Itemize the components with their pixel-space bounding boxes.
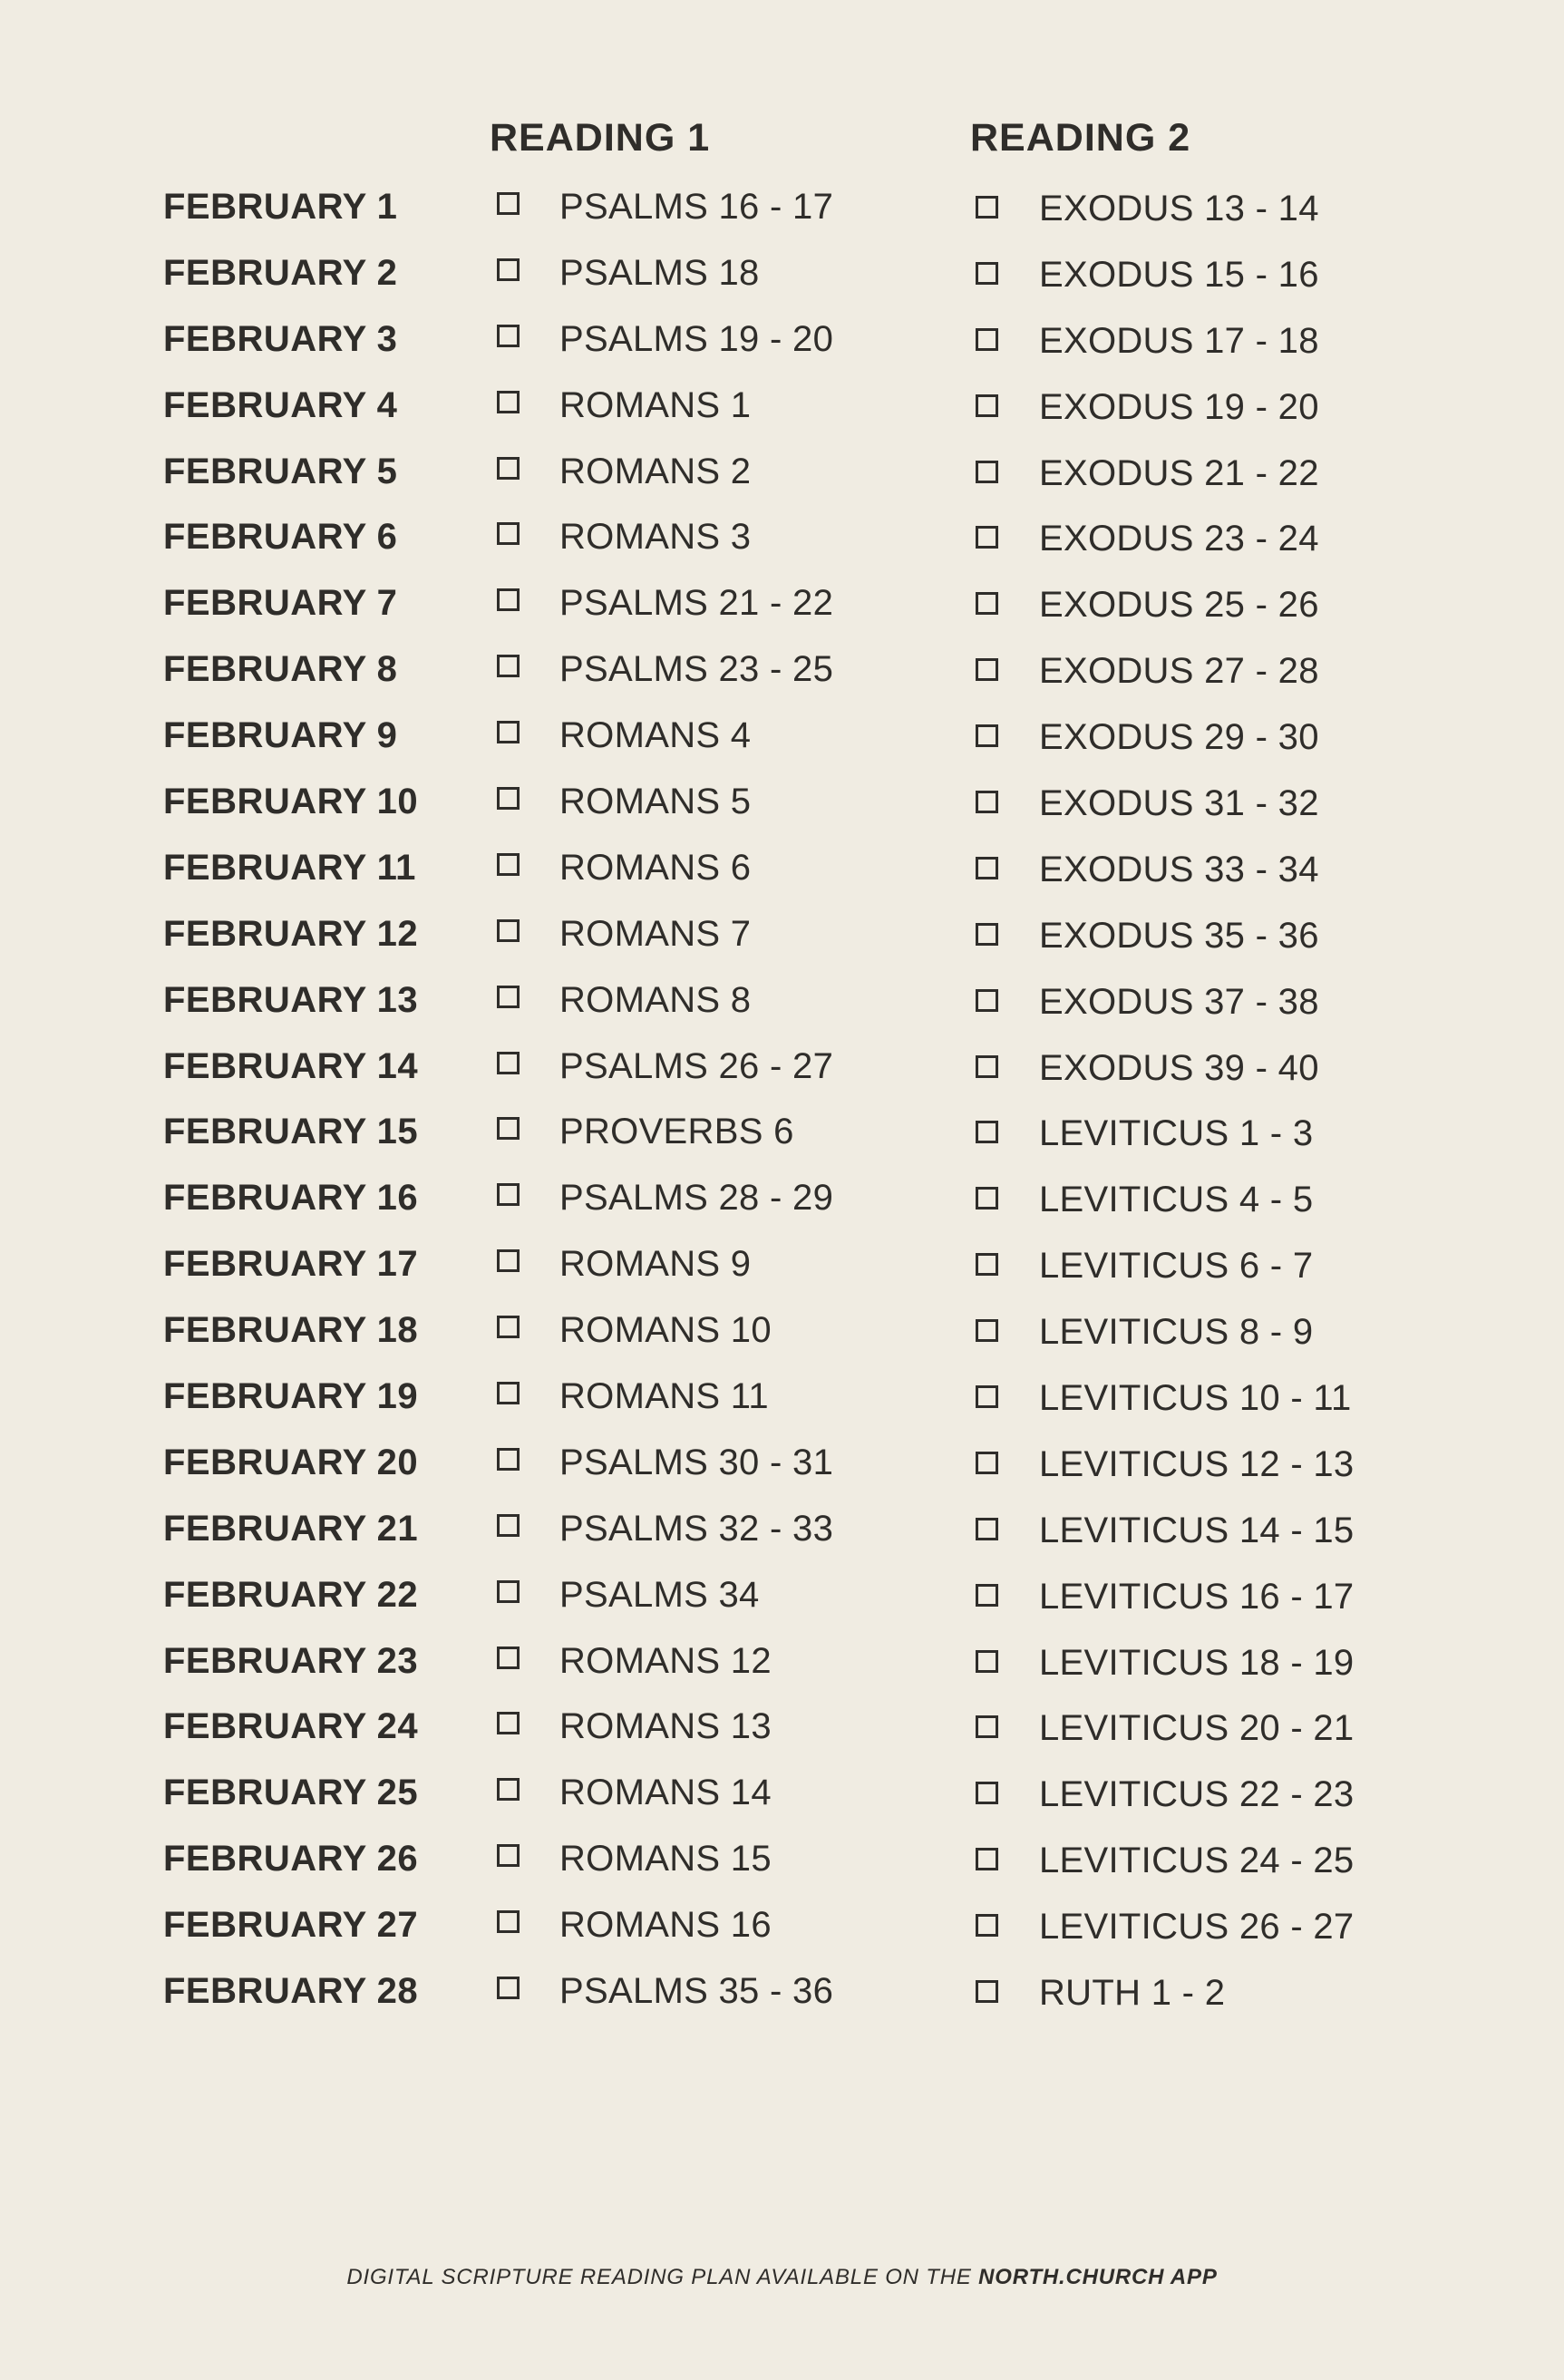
reading-1-passage: PSALMS 19 - 20: [559, 318, 834, 359]
reading-1-passage: ROMANS 12: [559, 1640, 772, 1681]
column-headers: [163, 109, 1433, 172]
reading-1-passage: PSALMS 28 - 29: [559, 1178, 834, 1219]
table-row: [163, 1571, 1433, 1637]
reading-2-checkbox[interactable]: [976, 1980, 998, 2003]
row-date: FEBRUARY 28: [163, 1971, 419, 2012]
reading-2-checkbox[interactable]: [976, 923, 998, 946]
row-date: FEBRUARY 8: [163, 649, 398, 690]
reading-2-passage: LEVITICUS 1 - 3: [1039, 1113, 1314, 1154]
table-row: [163, 1439, 1433, 1505]
reading-1-checkbox[interactable]: [497, 1117, 520, 1140]
row-date: FEBRUARY 7: [163, 583, 398, 624]
row-date: FEBRUARY 23: [163, 1640, 419, 1681]
table-row: [163, 844, 1433, 910]
row-date: FEBRUARY 13: [163, 979, 419, 1020]
reading-1-checkbox[interactable]: [497, 391, 520, 413]
reading-2-checkbox[interactable]: [976, 196, 998, 219]
row-date: FEBRUARY 27: [163, 1905, 419, 1946]
reading-1-checkbox[interactable]: [497, 787, 520, 810]
table-row: [163, 183, 1433, 249]
reading-1-passage: ROMANS 7: [559, 913, 752, 954]
reading-2-checkbox[interactable]: [976, 328, 998, 351]
reading-2-passage: LEVITICUS 14 - 15: [1039, 1510, 1355, 1550]
reading-1-checkbox[interactable]: [497, 1712, 520, 1734]
reading-1-passage: ROMANS 9: [559, 1244, 752, 1285]
reading-1-checkbox[interactable]: [497, 1382, 520, 1404]
reading-1-passage: ROMANS 5: [559, 782, 752, 822]
row-date: FEBRUARY 3: [163, 318, 398, 359]
row-date: FEBRUARY 15: [163, 1112, 419, 1152]
reading-1-passage: PSALMS 26 - 27: [559, 1045, 834, 1086]
reading-2-checkbox[interactable]: [976, 1452, 998, 1474]
reading-1-checkbox[interactable]: [497, 192, 520, 215]
table-row: [163, 1967, 1433, 2034]
reading-2-passage: EXODUS 37 - 38: [1039, 981, 1319, 1022]
row-date: FEBRUARY 2: [163, 252, 398, 293]
reading-1-checkbox[interactable]: [497, 1448, 520, 1471]
reading-1-passage: PSALMS 32 - 33: [559, 1508, 834, 1549]
reading-2-passage: EXODUS 13 - 14: [1039, 189, 1319, 228]
reading-2-passage: LEVITICUS 22 - 23: [1039, 1774, 1355, 1815]
reading-1-checkbox[interactable]: [497, 1647, 520, 1669]
reading-2-checkbox[interactable]: [976, 1584, 998, 1607]
reading-2-passage: LEVITICUS 12 - 13: [1039, 1443, 1355, 1484]
row-date: FEBRUARY 10: [163, 782, 419, 822]
table-row: [163, 1108, 1433, 1174]
reading-1-checkbox[interactable]: [497, 1580, 520, 1603]
reading-1-checkbox[interactable]: [497, 1844, 520, 1867]
reading-2-checkbox[interactable]: [976, 262, 998, 285]
reading-1-checkbox[interactable]: [497, 655, 520, 677]
reading-1-checkbox[interactable]: [497, 258, 520, 281]
reading-1-passage: ROMANS 15: [559, 1839, 772, 1880]
reading-2-header: READING 2: [970, 116, 1191, 160]
row-date: FEBRUARY 11: [163, 847, 416, 888]
table-row: [163, 1373, 1433, 1439]
row-date: FEBRUARY 1: [163, 187, 398, 227]
reading-1-passage: ROMANS 10: [559, 1310, 772, 1351]
reading-2-passage: LEVITICUS 18 - 19: [1039, 1642, 1355, 1683]
reading-2-checkbox[interactable]: [976, 1518, 998, 1540]
table-row: [163, 448, 1433, 514]
reading-1-checkbox[interactable]: [497, 721, 520, 743]
reading-2-checkbox[interactable]: [976, 1121, 998, 1143]
reading-1-passage: ROMANS 8: [559, 979, 752, 1020]
table-row: [163, 1901, 1433, 1967]
table-row: [163, 778, 1433, 844]
reading-1-passage: PSALMS 16 - 17: [559, 187, 834, 227]
reading-2-passage: LEVITICUS 24 - 25: [1039, 1841, 1355, 1881]
reading-1-passage: PSALMS 18: [559, 252, 760, 293]
reading-2-passage: RUTH 1 - 2: [1039, 1973, 1226, 2014]
reading-1-passage: ROMANS 4: [559, 715, 752, 756]
row-date: FEBRUARY 4: [163, 384, 398, 425]
table-row: [163, 1835, 1433, 1901]
reading-1-passage: ROMANS 16: [559, 1905, 772, 1946]
table-row: [163, 1043, 1433, 1109]
reading-2-passage: EXODUS 35 - 36: [1039, 915, 1319, 956]
reading-2-passage: LEVITICUS 26 - 27: [1039, 1907, 1355, 1948]
reading-2-passage: EXODUS 31 - 32: [1039, 783, 1319, 824]
reading-2-checkbox[interactable]: [976, 1253, 998, 1276]
reading-2-passage: EXODUS 39 - 40: [1039, 1047, 1319, 1088]
row-date: FEBRUARY 14: [163, 1045, 419, 1086]
reading-2-passage: EXODUS 23 - 24: [1039, 519, 1319, 559]
reading-1-checkbox[interactable]: [497, 1183, 520, 1206]
row-date: FEBRUARY 25: [163, 1773, 419, 1813]
reading-1-header: READING 1: [490, 116, 711, 160]
row-date: FEBRUARY 6: [163, 517, 398, 558]
reading-1-passage: ROMANS 14: [559, 1773, 772, 1813]
reading-1-passage: PSALMS 34: [559, 1574, 760, 1615]
reading-2-passage: EXODUS 33 - 34: [1039, 849, 1319, 889]
reading-1-passage: PSALMS 35 - 36: [559, 1971, 834, 2012]
reading-2-passage: EXODUS 27 - 28: [1039, 651, 1319, 692]
reading-2-checkbox[interactable]: [976, 1187, 998, 1209]
reading-1-checkbox[interactable]: [497, 1249, 520, 1272]
table-row: [163, 513, 1433, 579]
reading-2-checkbox[interactable]: [976, 724, 998, 747]
row-date: FEBRUARY 26: [163, 1839, 419, 1880]
reading-1-passage: PSALMS 21 - 22: [559, 583, 834, 624]
reading-2-checkbox[interactable]: [976, 1715, 998, 1738]
reading-2-checkbox[interactable]: [976, 1055, 998, 1078]
reading-plan: [163, 109, 1433, 2034]
reading-2-passage: LEVITICUS 8 - 9: [1039, 1312, 1314, 1353]
reading-1-checkbox[interactable]: [497, 1316, 520, 1338]
table-row: [163, 316, 1433, 382]
reading-2-checkbox[interactable]: [976, 857, 998, 879]
reading-2-passage: EXODUS 19 - 20: [1039, 386, 1319, 427]
table-row: [163, 1240, 1433, 1307]
row-date: FEBRUARY 12: [163, 913, 419, 954]
reading-1-checkbox[interactable]: [497, 522, 520, 545]
footer-note: [0, 2265, 1564, 2290]
reading-1-checkbox[interactable]: [497, 1778, 520, 1801]
reading-2-checkbox[interactable]: [976, 989, 998, 1012]
reading-1-passage: ROMANS 3: [559, 517, 752, 558]
table-row: [163, 910, 1433, 976]
reading-2-checkbox[interactable]: [976, 526, 998, 549]
table-row: [163, 1703, 1433, 1769]
reading-1-checkbox[interactable]: [497, 1977, 520, 1999]
reading-2-passage: LEVITICUS 4 - 5: [1039, 1180, 1314, 1220]
reading-2-checkbox[interactable]: [976, 1650, 998, 1673]
table-row: [163, 712, 1433, 778]
reading-2-checkbox[interactable]: [976, 592, 998, 615]
reading-1-checkbox[interactable]: [497, 1052, 520, 1074]
table-row: [163, 579, 1433, 646]
reading-1-checkbox[interactable]: [497, 919, 520, 942]
reading-1-checkbox[interactable]: [497, 325, 520, 347]
reading-1-passage: ROMANS 11: [559, 1376, 769, 1417]
row-date: FEBRUARY 24: [163, 1706, 419, 1747]
reading-rows: [163, 183, 1433, 2034]
row-date: FEBRUARY 9: [163, 715, 398, 756]
reading-1-passage: ROMANS 6: [559, 847, 752, 888]
row-date: FEBRUARY 18: [163, 1310, 419, 1351]
table-row: [163, 976, 1433, 1043]
table-row: [163, 646, 1433, 712]
reading-2-checkbox[interactable]: [976, 791, 998, 813]
reading-2-passage: LEVITICUS 20 - 21: [1039, 1708, 1355, 1749]
reading-1-passage: PSALMS 30 - 31: [559, 1442, 834, 1482]
reading-2-checkbox[interactable]: [976, 1782, 998, 1804]
reading-2-passage: EXODUS 25 - 26: [1039, 585, 1319, 626]
row-date: FEBRUARY 22: [163, 1574, 419, 1615]
reading-1-checkbox[interactable]: [497, 457, 520, 480]
row-date: FEBRUARY 5: [163, 451, 398, 491]
reading-1-passage: PSALMS 23 - 25: [559, 649, 834, 690]
table-row: [163, 1637, 1433, 1704]
reading-2-checkbox[interactable]: [976, 658, 998, 681]
reading-1-checkbox[interactable]: [497, 588, 520, 611]
row-date: FEBRUARY 20: [163, 1442, 419, 1482]
reading-2-checkbox[interactable]: [976, 1848, 998, 1870]
reading-2-passage: EXODUS 15 - 16: [1039, 254, 1319, 295]
footer-brand: NORTH.CHURCH APP: [978, 2265, 1218, 2289]
reading-1-passage: ROMANS 2: [559, 451, 752, 491]
reading-1-passage: ROMANS 1: [559, 384, 752, 425]
reading-2-checkbox[interactable]: [976, 461, 998, 483]
table-row: [163, 382, 1433, 448]
reading-2-checkbox[interactable]: [976, 1385, 998, 1408]
footer-text: DIGITAL SCRIPTURE READING PLAN AVAILABLE ON THE: [346, 2265, 979, 2289]
table-row: [163, 1769, 1433, 1835]
reading-2-passage: EXODUS 21 - 22: [1039, 452, 1319, 493]
reading-1-checkbox[interactable]: [497, 1514, 520, 1537]
reading-2-passage: LEVITICUS 16 - 17: [1039, 1576, 1355, 1617]
reading-2-checkbox[interactable]: [976, 1914, 998, 1937]
row-date: FEBRUARY 19: [163, 1376, 419, 1417]
reading-2-checkbox[interactable]: [976, 394, 998, 417]
row-date: FEBRUARY 16: [163, 1178, 419, 1219]
reading-2-passage: EXODUS 29 - 30: [1039, 717, 1319, 758]
reading-2-passage: LEVITICUS 10 - 11: [1039, 1378, 1352, 1419]
table-row: [163, 1307, 1433, 1373]
reading-1-checkbox[interactable]: [497, 853, 520, 876]
table-row: [163, 1174, 1433, 1240]
row-date: FEBRUARY 21: [163, 1508, 419, 1549]
table-row: [163, 249, 1433, 316]
reading-2-passage: LEVITICUS 6 - 7: [1039, 1246, 1314, 1287]
row-date: FEBRUARY 17: [163, 1244, 419, 1285]
reading-2-checkbox[interactable]: [976, 1319, 998, 1342]
reading-1-passage: ROMANS 13: [559, 1706, 772, 1747]
reading-1-passage: PROVERBS 6: [559, 1112, 794, 1152]
reading-2-passage: EXODUS 17 - 18: [1039, 320, 1319, 361]
table-row: [163, 1505, 1433, 1571]
reading-1-checkbox[interactable]: [497, 986, 520, 1008]
reading-1-checkbox[interactable]: [497, 1910, 520, 1933]
